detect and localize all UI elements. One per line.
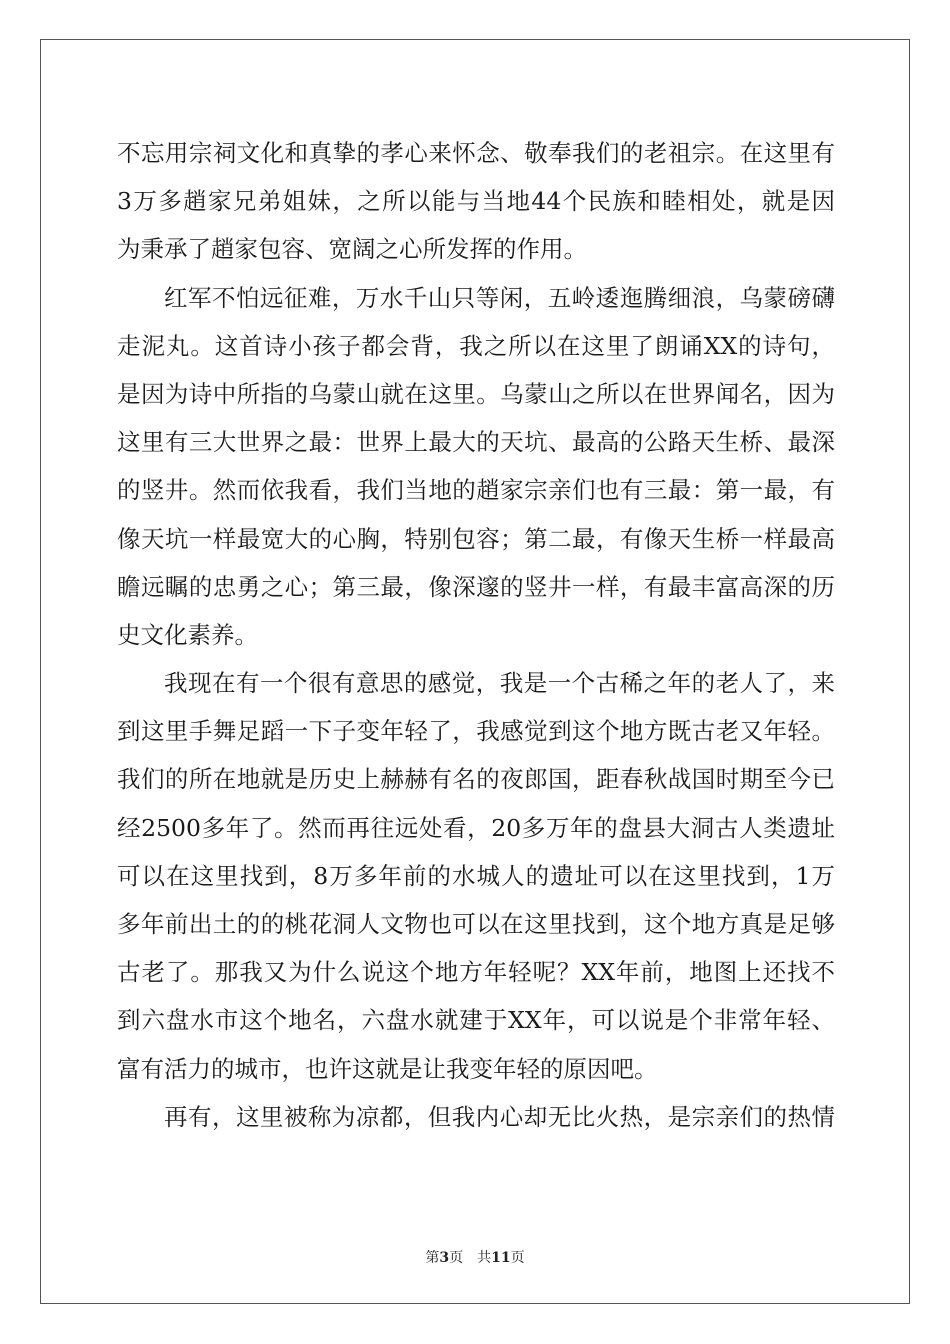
- text-line: 可以在这里找到，8万多年前的水城人的遗址可以在这里找到，1万: [117, 861, 835, 890]
- text-line: 这里有三大世界之最：世界上最大的天坑、最高的公路天生桥、最深: [117, 428, 835, 457]
- text-line: 再有，这里被称为凉都，但我内心却无比火热，是宗亲们的热情: [164, 1102, 835, 1131]
- text-line: 红军不怕远征难，万水千山只等闲，五岭逶迤腾细浪，乌蒙磅礴: [164, 283, 835, 312]
- text-line: 瞻远瞩的忠勇之心；第三最，像深邃的竖井一样，有最丰富高深的历: [117, 572, 835, 601]
- text-line: 走泥丸。这首诗小孩子都会背，我之所以在这里了朗诵XX的诗句，: [117, 331, 835, 360]
- text-line: 史文化素养。: [117, 620, 258, 649]
- text-line: 的竖井。然而依我看，我们当地的趙家宗亲们也有三最：第一最，有: [117, 476, 835, 505]
- footer-page-prefix: 第: [425, 1250, 440, 1266]
- text-line: 富有活力的城市，也许这就是让我变年轻的原因吧。: [117, 1054, 658, 1083]
- footer-total-prefix: 共: [477, 1250, 492, 1266]
- text-line: 我现在有一个很有意思的感觉，我是一个古稀之年的老人了，来: [164, 669, 835, 698]
- text-line: 为秉承了趙家包容、宽阔之心所发挥的作用。: [117, 235, 587, 264]
- page-footer: [0, 1247, 950, 1267]
- footer-total-pages: 11: [491, 1250, 511, 1266]
- text-line: 古老了。那我又为什么说这个地方年轻呢？XX年前，地图上还找不: [117, 958, 835, 987]
- document-body: [117, 129, 835, 1141]
- text-line: 是因为诗中所指的乌蒙山就在这里。乌蒙山之所以在世界闻名，因为: [117, 379, 835, 408]
- text-line: 不忘用宗祠文化和真挚的孝心来怀念、敬奉我们的老祖宗。在这里有: [117, 139, 835, 167]
- text-line: 到六盘水市这个地名，六盘水就建于XX年，可以说是个非常年轻、: [117, 1006, 835, 1035]
- text-line: 像天坑一样最宽大的心胸，特别包容；第二最，有像天生桥一样最高: [117, 524, 835, 553]
- text-line: 我们的所在地就是历史上赫赫有名的夜郎国，距春秋战国时期至今已: [117, 765, 835, 794]
- text-line: 3万多趙家兄弟姐妹，之所以能与当地44个民族和睦相处，就是因: [117, 187, 835, 216]
- footer-total-suffix: 页: [510, 1250, 525, 1266]
- text-line: 到这里手舞足蹈一下子变年轻了，我感觉到这个地方既古老又年轻。: [117, 717, 835, 746]
- text-line: 经2500多年了。然而再往远处看，20多万年的盘县大洞古人类遗址: [117, 813, 835, 842]
- text-line: 多年前出土的的桃花洞人文物也可以在这里找到，这个地方真是足够: [117, 910, 835, 938]
- footer-page-suffix: 页: [449, 1250, 464, 1266]
- footer-page-number: 3: [439, 1250, 450, 1266]
